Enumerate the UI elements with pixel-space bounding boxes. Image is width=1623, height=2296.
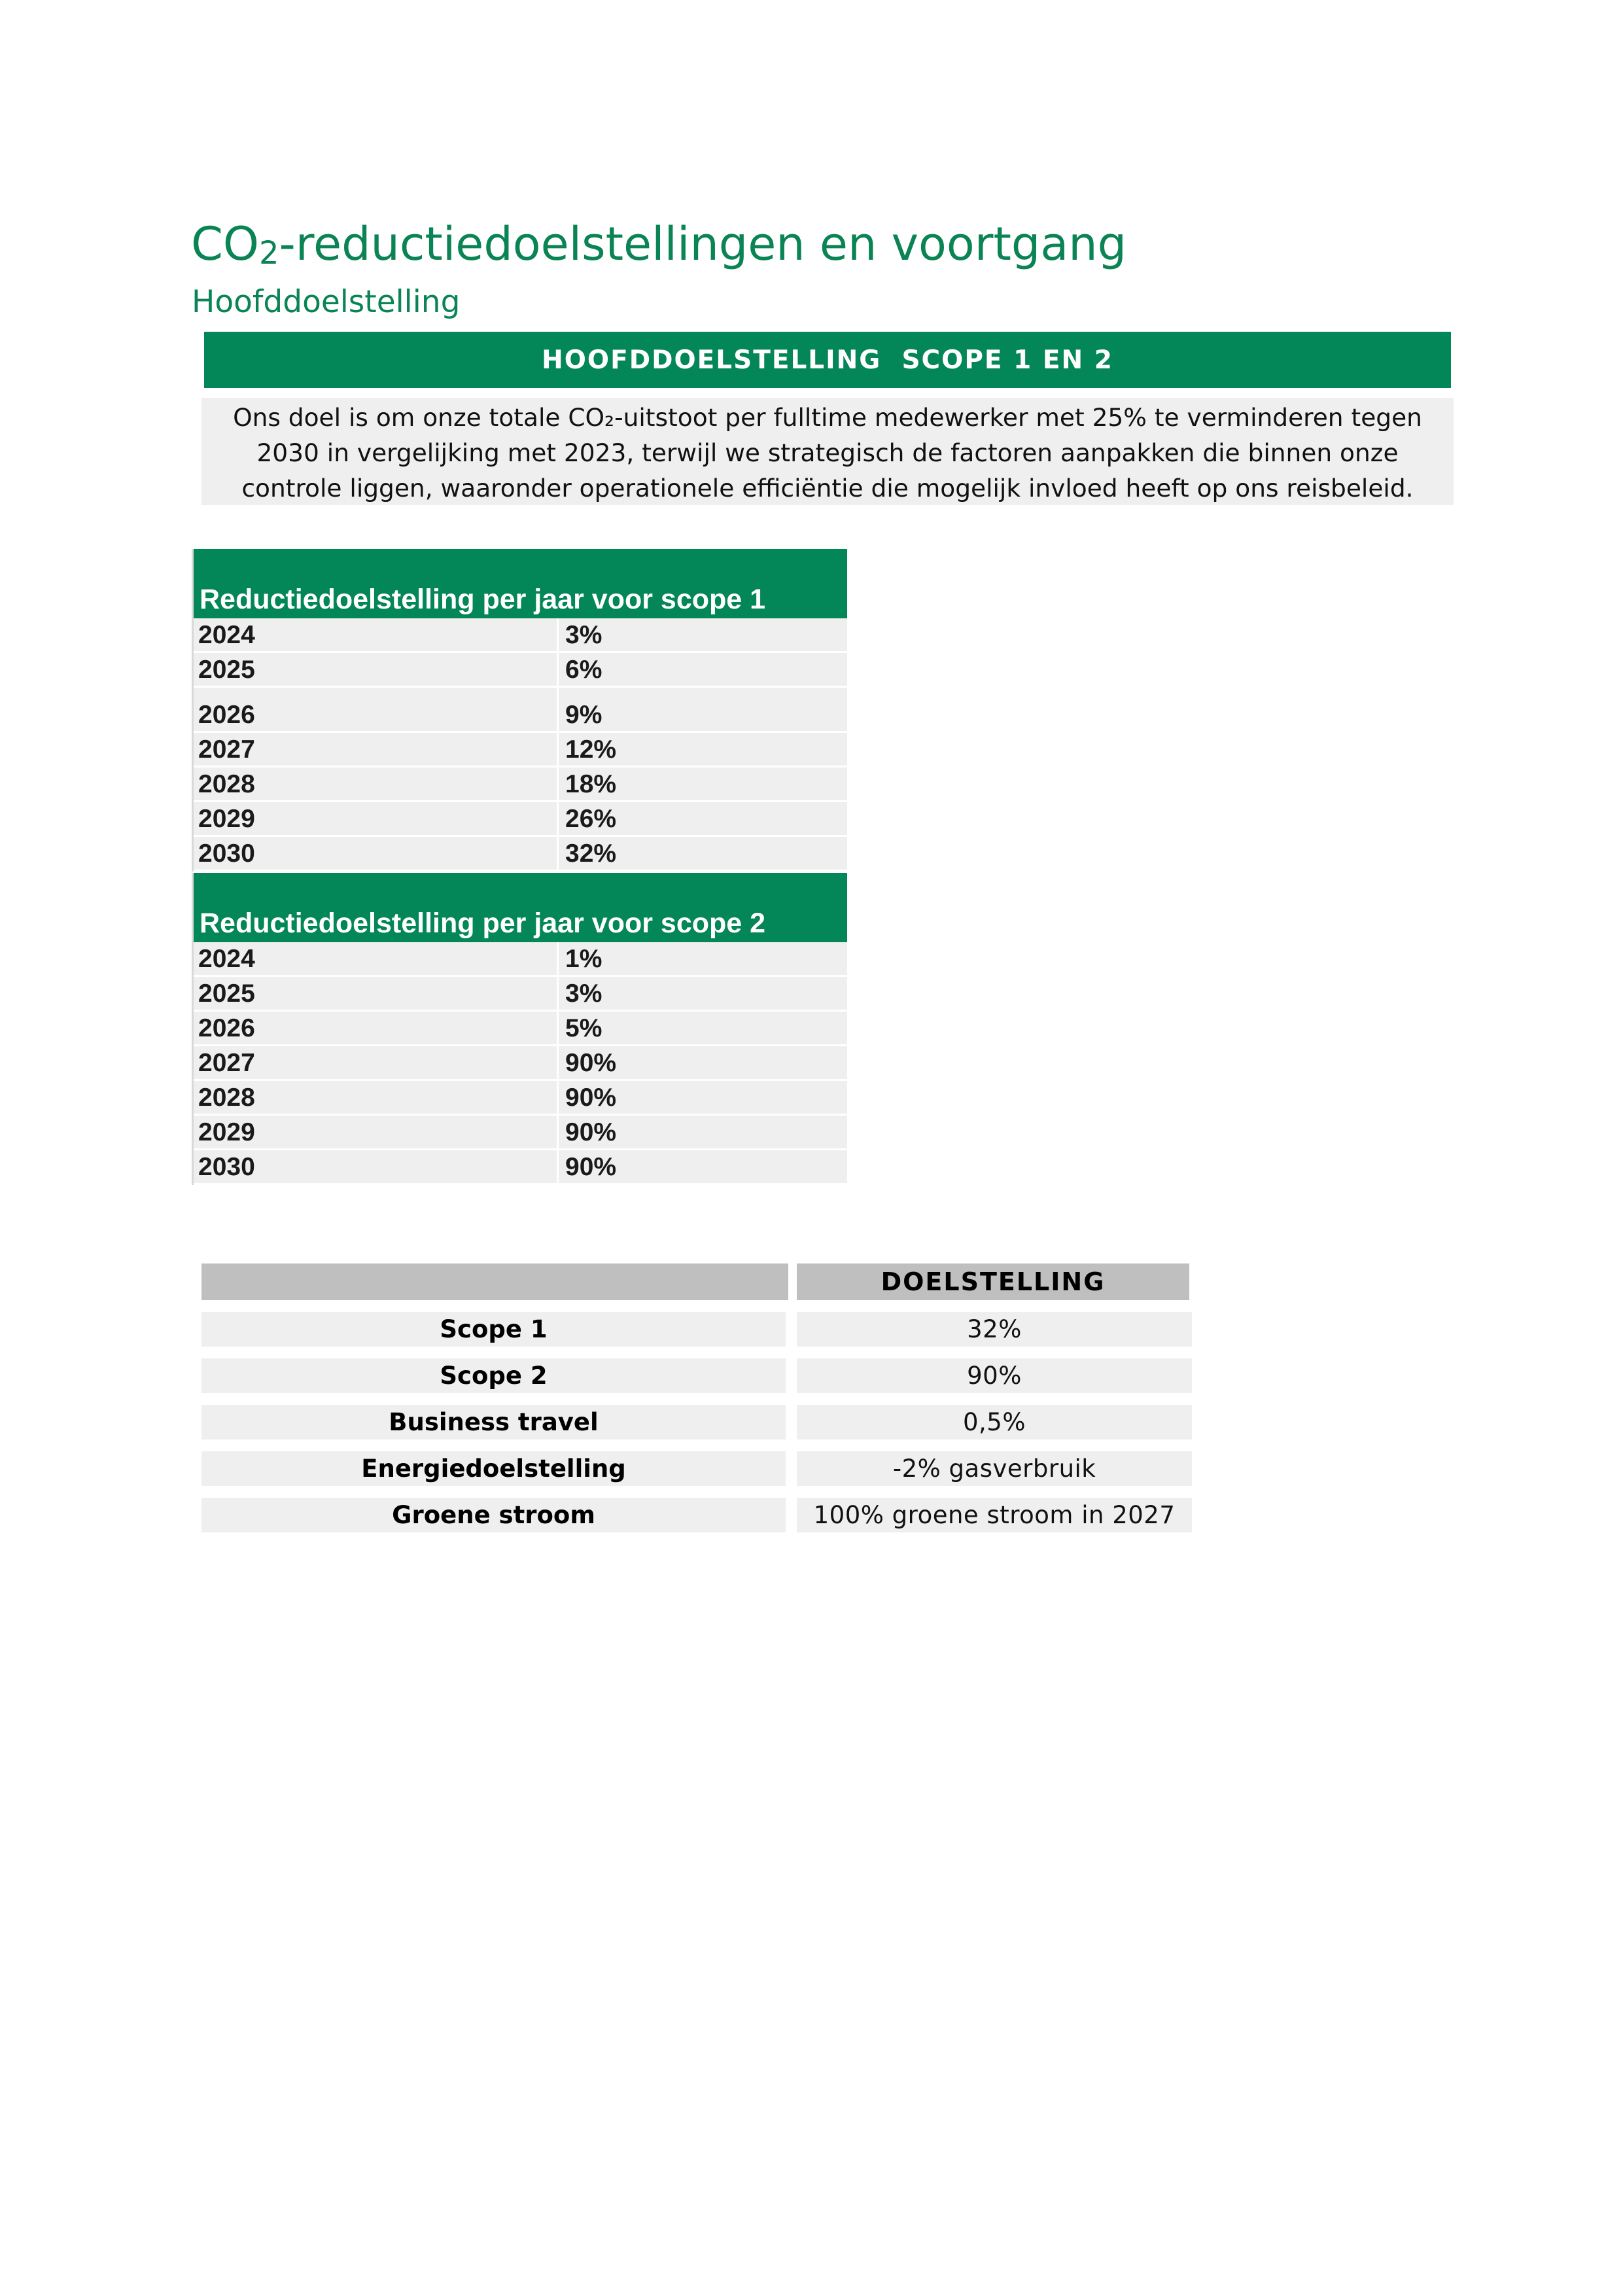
goal-label: Energiedoelstelling xyxy=(201,1451,786,1486)
percentage-cell: 26% xyxy=(565,805,617,833)
table-row xyxy=(194,1046,847,1081)
table-row xyxy=(201,1358,1192,1393)
table-row xyxy=(201,1498,1192,1532)
page-title-prefix: CO xyxy=(191,217,259,271)
percentage-cell: 1% xyxy=(565,945,602,973)
percentage-cell: 90% xyxy=(565,1153,617,1181)
table-row xyxy=(201,1405,1192,1439)
scope1-reduction-table xyxy=(192,549,847,872)
goal-label: Scope 1 xyxy=(201,1312,786,1347)
percentage-cell: 32% xyxy=(565,839,617,868)
table-row xyxy=(194,733,847,768)
page-title xyxy=(191,217,1127,272)
percentage-cell: 18% xyxy=(565,770,617,798)
goal-label: Business travel xyxy=(201,1405,786,1439)
percentage-cell: 3% xyxy=(565,980,602,1008)
year-cell: 2025 xyxy=(194,653,559,686)
goal-value: -2% gasverbruik xyxy=(797,1451,1192,1486)
percentage-cell: 90% xyxy=(565,1049,617,1077)
table-row xyxy=(194,688,847,733)
table-row xyxy=(194,942,847,977)
summary-header-row xyxy=(201,1263,1192,1300)
section-heading: Hoofddoelstelling xyxy=(192,284,461,320)
year-cell: 2030 xyxy=(194,1150,559,1183)
goals-summary-table xyxy=(201,1263,1192,1544)
percentage-cell: 3% xyxy=(565,621,602,649)
table-row xyxy=(194,1081,847,1116)
year-cell: 2027 xyxy=(194,1046,559,1079)
main-goal-text: Ons doel is om onze totale CO₂-uitstoot per fulltime medewerker met 25% te verminderen tegen 2030 in vergelijking met 2023, terwijl we strategisch de factoren aanpakken die binnen onze controle liggen, waaronder operationele efficiëntie die mogelijk invloed heeft op ons reisbeleid. xyxy=(201,398,1454,505)
year-cell: 2025 xyxy=(194,977,559,1010)
year-cell: 2029 xyxy=(194,1116,559,1148)
table-row xyxy=(194,1150,847,1185)
percentage-cell: 6% xyxy=(565,656,602,684)
table-row xyxy=(194,768,847,802)
year-cell: 2029 xyxy=(194,802,559,835)
year-cell: 2026 xyxy=(194,688,559,731)
table-row xyxy=(201,1312,1192,1347)
percentage-cell: 12% xyxy=(565,735,617,764)
table-row xyxy=(194,1012,847,1046)
goal-label: Groene stroom xyxy=(201,1498,786,1532)
table-row xyxy=(194,618,847,653)
page-title-suffix: -reductiedoelstellingen en voortgang xyxy=(279,217,1127,271)
goal-value: 90% xyxy=(797,1358,1192,1393)
main-goal-header: HOOFDDOELSTELLING SCOPE 1 EN 2 xyxy=(204,332,1451,388)
scope2-reduction-table xyxy=(192,873,847,1185)
year-cell: 2027 xyxy=(194,733,559,766)
year-cell: 2026 xyxy=(194,1012,559,1044)
scope2-table-header: Reductiedoelstelling per jaar voor scope 2 xyxy=(194,873,847,942)
summary-header-blank xyxy=(201,1263,788,1300)
table-row xyxy=(194,802,847,837)
goal-value: 32% xyxy=(797,1312,1192,1347)
table-row xyxy=(194,653,847,688)
table-row xyxy=(194,837,847,872)
table-row xyxy=(194,977,847,1012)
goal-value: 100% groene stroom in 2027 xyxy=(797,1498,1192,1532)
year-cell: 2024 xyxy=(194,618,559,651)
table-row xyxy=(194,1116,847,1150)
year-cell: 2028 xyxy=(194,1081,559,1114)
percentage-cell: 90% xyxy=(565,1084,617,1112)
year-cell: 2028 xyxy=(194,768,559,800)
percentage-cell: 90% xyxy=(565,1118,617,1146)
page-title-subscript: 2 xyxy=(258,235,279,272)
summary-header-goal: DOELSTELLING xyxy=(797,1263,1189,1300)
goal-value: 0,5% xyxy=(797,1405,1192,1439)
year-cell: 2024 xyxy=(194,942,559,975)
goal-label: Scope 2 xyxy=(201,1358,786,1393)
percentage-cell: 9% xyxy=(565,701,602,729)
scope1-table-header: Reductiedoelstelling per jaar voor scope 1 xyxy=(194,549,847,618)
year-cell: 2030 xyxy=(194,837,559,870)
percentage-cell: 5% xyxy=(565,1014,602,1042)
table-row xyxy=(201,1451,1192,1486)
